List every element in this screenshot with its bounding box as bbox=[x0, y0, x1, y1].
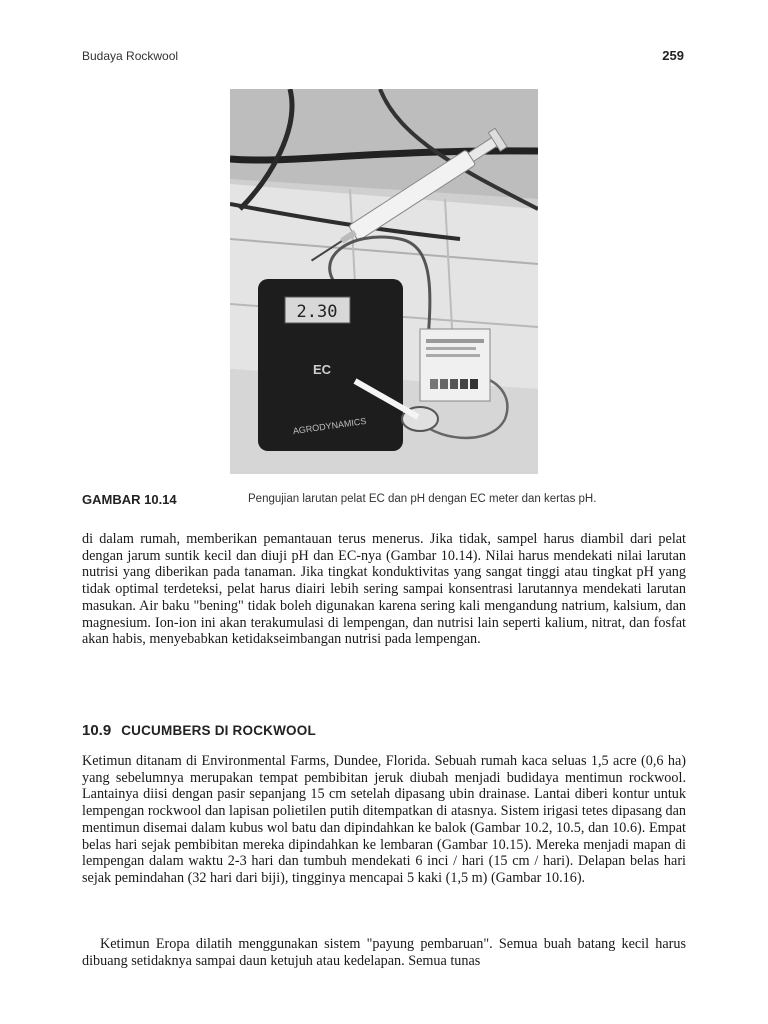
figure-caption: Pengujian larutan pelat EC dan pH dengan EC meter dan kertas pH. bbox=[248, 493, 597, 505]
section-number: 10.9 bbox=[82, 722, 112, 739]
running-title: Budaya Rockwool bbox=[82, 49, 179, 63]
body-paragraph-1: di dalam rumah, memberikan pemantauan terus menerus. Jika tidak, sampel harus diambil dari pelat dengan jarum suntik kecil dan diuji pH dan EC-nya (Gambar 10.14). Nilai harus mendekati nilai larutan nutrisi yang diberikan pada tanaman. Jika tingkat konduktivitas yang sangat tinggi atau tingkat pH yang tidak optimal terdeteksi, pelat harus diairi lebih sering sampai konsentrasi larutannya mendekati larutan masukan. Air baku "bening" tidak boleh digunakan karena sering kali mengandung natrium, kalsium, dan magnesium. Ion-ion ini akan terakumulasi di lempengan, dan nutrisi lain seperti kalium, nitrat, dan fosfat akan habis, menyebabkan ketidakseimbangan nutrisi pada lempengan. bbox=[82, 531, 686, 648]
meter-reading: 2.30 bbox=[296, 302, 338, 322]
section-title: CUCUMBERS DI ROCKWOOL bbox=[121, 723, 316, 738]
figure-label: GAMBAR 10.14 bbox=[82, 492, 177, 507]
meter-label: EC bbox=[312, 362, 332, 377]
figure-photo bbox=[230, 89, 538, 474]
body-paragraph-2: Ketimun ditanam di Environmental Farms, Dundee, Florida. Sebuah rumah kaca seluas 1,5 acre (0,6 ha) yang sebelumnya merupakan tempat pembibitan jeruk diubah menjadi budidaya mentimun rockwool. Lantainya diisi dengan pasir sepanjang 15 cm setelah dipasang ubin drainase. Lantai diberi kontur untuk lempengan rockwool dan lapisan polietilen putih ditempatkan di atasnya. Sistem irigasi tetes dipasang dan mentimun disemai dalam kubus wol batu dan dipindahkan ke balok (Gambar 10.2, 10.5, dan 10.6). Empat belas hari sejak pembibitan mereka dipindahkan ke lembaran (Gambar 10.15). Mereka menjadi mapan di lempengan dalam waktu 2-3 hari dan tumbuh mendekati 6 inci / hari (15 cm / hari). Delapan belas hari sejak pemindahan (32 hari dari biji), tingginya mencapai 5 kaki (1,5 m) (Gambar 10.16). bbox=[82, 753, 686, 886]
body-paragraph-3: Ketimun Eropa dilatih menggunakan sistem "payung pembaruan". Semua buah batang kecil harus dibuang setidaknya sampai daun ketujuh atau kedelapan. Semua tunas bbox=[82, 936, 686, 969]
section-heading bbox=[82, 722, 316, 740]
page-number: 259 bbox=[662, 48, 684, 63]
meter-brand: AGRODYNAMICS bbox=[292, 415, 367, 437]
